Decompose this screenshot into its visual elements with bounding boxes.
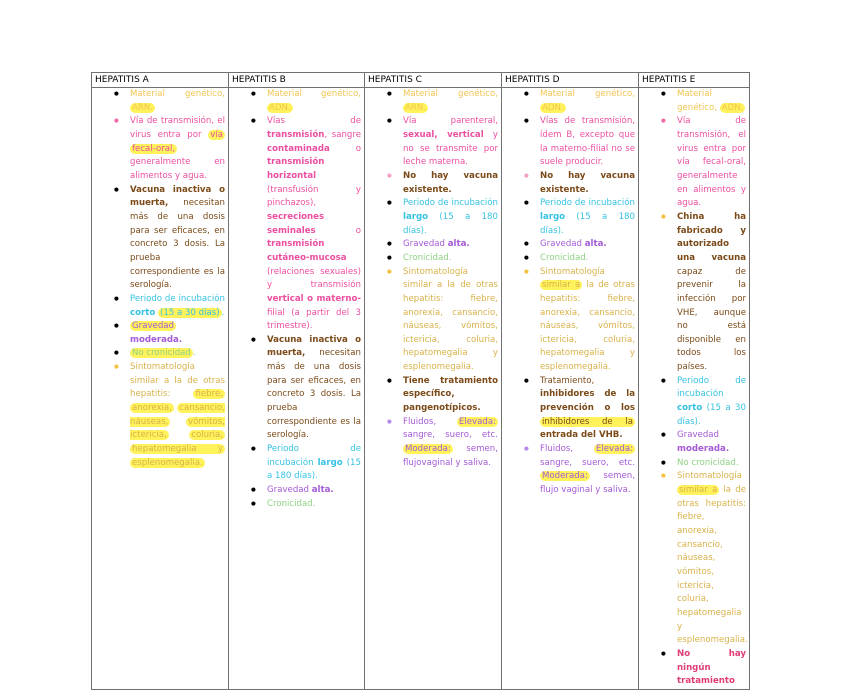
list-item: ● Gravedad alta. xyxy=(368,238,498,252)
hepatitis-comparison-table xyxy=(91,72,750,690)
header-hepatitis-b: HEPATITIS B xyxy=(229,73,365,88)
list-item: ● Fluidos, Elevada: sangre, suero, etc. Moderada: semen, flujovaginal y saliva. xyxy=(368,416,498,471)
list-item: ● Periodo de incubación corto (15 a 30 días). xyxy=(642,375,746,430)
header-hepatitis-a: HEPATITIS A xyxy=(92,73,229,88)
list-item: ● No hay vacuna existente. xyxy=(505,170,635,197)
list-hepatitis-d xyxy=(505,88,635,498)
list-item: ● Periodo de incubación largo (15 a 180 días). xyxy=(232,443,361,484)
header-hepatitis-d: HEPATITIS D xyxy=(502,73,639,88)
list-item: ● Sintomatología similar a la de otras hepatitis: fiebre, anorexia, cansancio, náuseas, vómitos, ictericia, coluria, hepatomegalia y esplenomegalia. xyxy=(368,266,498,375)
list-item: ● Cronicidad. xyxy=(505,252,635,266)
list-hepatitis-b xyxy=(232,88,361,511)
list-item: ● Gravedad alta. xyxy=(505,238,635,252)
list-item: ● No cronicidad. xyxy=(642,457,746,471)
cell-hepatitis-c xyxy=(365,88,502,690)
cell-hepatitis-a xyxy=(92,88,229,690)
list-item: ● No cronicidad . xyxy=(95,347,225,361)
content-row xyxy=(92,88,750,690)
list-item: ● Periodo de incubación largo (15 a 180 días). xyxy=(505,197,635,238)
list-item: ● Sintomatología similar a la de otras hepatitis: fiebre, anorexia, cansancio, náuseas, vómitos, ictericia, coluria, hepatomegalia y esplenomegalia. xyxy=(642,470,746,648)
list-item: ● No hay vacuna existente. xyxy=(368,170,498,197)
list-item: ● Vacuna inactiva o muerta, necesitan más de una dosis para ser eficaces, en concreto 3 dosis. La prueba correspondiente es la serología. xyxy=(232,334,361,443)
header-hepatitis-e: HEPATITIS E xyxy=(639,73,750,88)
list-item: ● Material genético, ARN. xyxy=(95,88,225,115)
list-item: ● Gravedad moderada. xyxy=(95,320,225,347)
list-item: ● Material genético, ADN. xyxy=(505,88,635,115)
list-item: ● Fluidos, Elevada: sangre, suero, etc. Moderada: semen, flujo vaginal y saliva. xyxy=(505,443,635,498)
list-item: ● Cronicidad. xyxy=(368,252,498,266)
list-item: ● Vía de transmisión, el virus entra por vía fecal-oral, generalmente en alimentos y agua. xyxy=(642,115,746,211)
header-hepatitis-c: HEPATITIS C xyxy=(365,73,502,88)
list-item: ● Sintomatología similar a la de otras hepatitis: fiebre, anorexia, cansancio, náuseas, vómitos, ictericia, coluria, hepatomegalia y esplenomegalia. xyxy=(505,266,635,375)
list-item: ● Vías de transmisión, ídem B, excepto que la materno-filial no se suele producir. xyxy=(505,115,635,170)
cell-hepatitis-d xyxy=(502,88,639,690)
list-item: ● Material genético, ADN. xyxy=(642,88,746,115)
list-hepatitis-a xyxy=(95,88,225,470)
list-item: ● Material genético, ARN. xyxy=(368,88,498,115)
list-item: ● Vacuna inactiva o muerta, necesitan más de una dosis para ser eficaces, en concreto 3 dosis. La prueba correspondiente es la serología. xyxy=(95,184,225,293)
list-hepatitis-c xyxy=(368,88,498,470)
list-item: ● Periodo de incubación largo (15 a 180 días). xyxy=(368,197,498,238)
cell-hepatitis-e xyxy=(639,88,750,690)
list-item: ● Cronicidad. xyxy=(232,498,361,512)
list-item: ● No hay ningún tratamiento xyxy=(642,648,746,689)
list-item: ● Vías de transmisión, sangre contaminada o transmisión horizontal (transfusión y pinchazos), secreciones seminales o transmisión cutáneo-mucosa (relaciones sexuales) y transmisión vertical o materno-filial (a partir del 3 trimestre). xyxy=(232,115,361,334)
list-item: ● China ha fabricado y autorizado una vacuna capaz de prevenir la infección por VHE, aunque no está disponible en todos los países. xyxy=(642,211,746,375)
cell-hepatitis-b xyxy=(229,88,365,690)
list-item: ● Vía de transmisión, el virus entra por vía fecal-oral, generalmente en alimentos y agua. xyxy=(95,115,225,183)
list-item: ● Vía parenteral, sexual, vertical y no se transmite por leche materna. xyxy=(368,115,498,170)
list-item: ● Gravedad moderada. xyxy=(642,429,746,456)
list-item: ● Tiene tratamiento específico, pangenotípicos. xyxy=(368,375,498,416)
list-item: ● Gravedad alta. xyxy=(232,484,361,498)
header-row xyxy=(92,73,750,88)
list-item: ● Material genético, ADN. xyxy=(232,88,361,115)
list-item: ● Sintomatología similar a la de otras hepatitis: fiebre, anorexia, cansancio, náuseas, vómitos, ictericia, coluria, hepatomegalia y esplenomegalia. xyxy=(95,361,225,470)
list-item: ● Periodo de incubación corto (15 a 30 días) . xyxy=(95,293,225,320)
list-item: ● Tratamiento, inhibidores de la prevención o los inhibidores de la entrada del VHB. xyxy=(505,375,635,443)
